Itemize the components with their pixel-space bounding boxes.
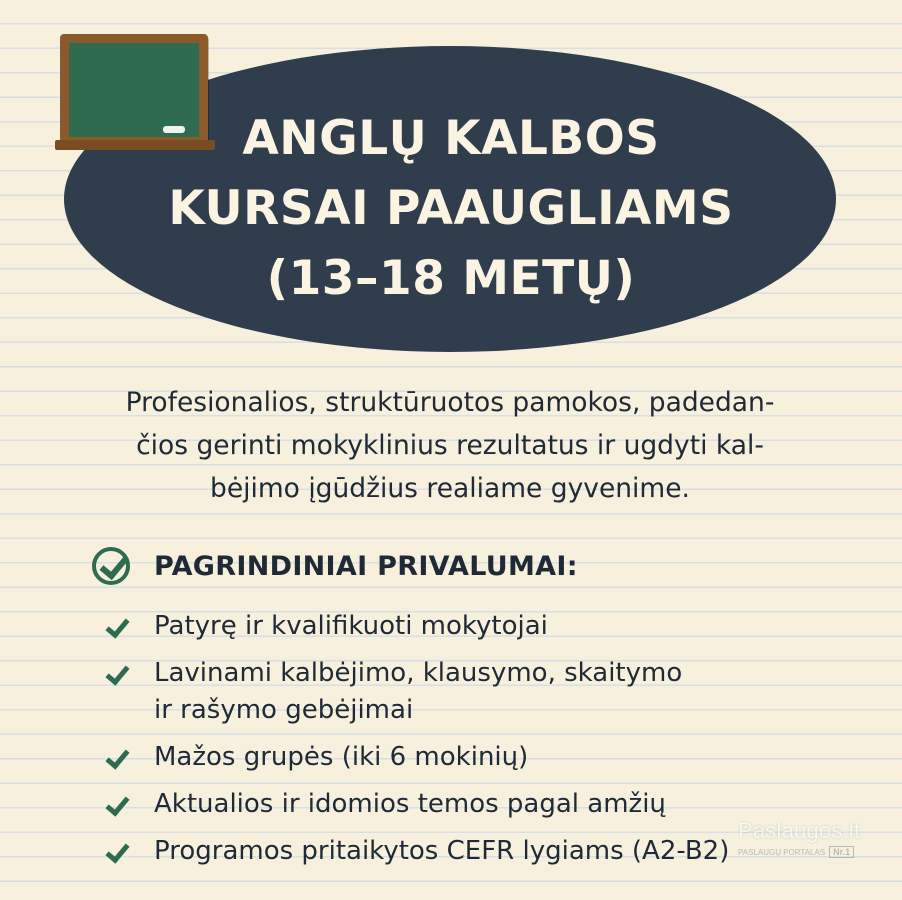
benefits-heading	[92, 544, 578, 588]
check-icon	[104, 617, 130, 639]
watermark-tagline: PASLAUGŲ PORTALAS	[738, 847, 826, 857]
benefit-text	[154, 739, 528, 776]
benefit-text	[154, 833, 729, 870]
title-line-3: (13–18 METŲ)	[266, 251, 636, 306]
benefit-line: Lavinami kalbėjimo, klausymo, skaitymo	[154, 658, 683, 688]
check-icon	[104, 795, 130, 817]
list-item	[104, 786, 824, 823]
watermark-tagline-row	[738, 846, 878, 858]
list-item	[104, 655, 824, 729]
benefit-line: Mažos grupės (iki 6 mokinių)	[154, 742, 529, 772]
benefit-line: Aktualios ir idomios temos pagal amžių	[154, 789, 666, 819]
description-line-2: čios gerinti mokyklinius rezultatus ir ugdyti kal-	[136, 430, 764, 461]
check-icon	[104, 664, 130, 686]
benefits-title: PAGRINDINIAI PRIVALUMAI:	[154, 550, 578, 582]
list-item	[104, 608, 824, 645]
check-circle-icon	[92, 547, 130, 585]
watermark-badge: Nr.1	[829, 846, 854, 858]
list-item	[104, 833, 824, 870]
check-icon	[104, 842, 130, 864]
check-icon	[104, 748, 130, 770]
benefit-line: ir rašymo gebėjimai	[154, 695, 414, 725]
description-line-1: Profesionalios, struktūruotos pamokos, padedan-	[125, 387, 775, 418]
title-line-1: ANGLŲ KALBOS	[242, 111, 660, 166]
page-title	[110, 104, 792, 314]
watermark-logo	[738, 818, 878, 878]
list-item	[104, 739, 824, 776]
benefit-text	[154, 786, 666, 823]
benefit-text	[154, 608, 548, 645]
benefit-text	[154, 655, 682, 729]
watermark-brand: Paslaugos.lt	[738, 818, 861, 843]
benefit-line: Patyrę ir kvalifikuoti mokytojai	[154, 611, 548, 641]
title-line-2: KURSAI PAAUGLIAMS	[168, 181, 734, 236]
benefits-list	[104, 608, 824, 880]
benefit-line: Programos pritaikytos CEFR lygiams (A2-B2)	[154, 836, 730, 866]
course-description	[70, 381, 830, 510]
description-line-3: bėjimo įgūdžius realiame gyvenime.	[210, 473, 690, 504]
